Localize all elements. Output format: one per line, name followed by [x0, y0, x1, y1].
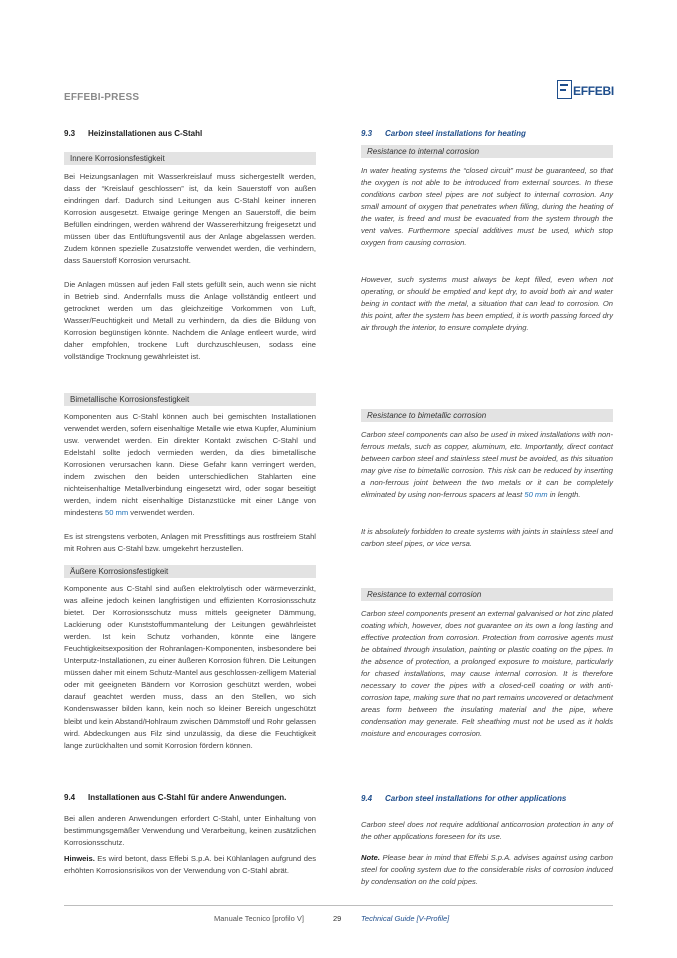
section-heading-9-4: 9.4 Installationen aus C-Stahl für andere Anwendungen. — [64, 793, 287, 802]
paragraph: Carbon steel does not require additional anticorrosion protection in any of the other applications foreseen for its use. — [361, 820, 613, 842]
footer-manual-title: Manuale Tecnico [profilo V] — [214, 914, 304, 923]
logo-text: EFFEBI — [573, 84, 614, 98]
paragraph: Bei allen anderen Anwendungen erfordert C-Stahl, unter Einhaltung von bestimmungsgemäßer Verwendung und Verarbeitung, keinen zusätzlichen Korrosionsschutz. — [64, 814, 316, 848]
paragraph: In water heating systems the “closed circuit” must be guaranteed, so that the oxygen is not able to be introduced from external sources. In these conditions carbon steel pipes are not subject to internal corrosion. Any small amount of oxygen that penetrates when filling, during the heating of the water, is freed and must be evacuated from the system through the vent valves. Furthermore special additives must be used, which stop oxygen from causing corrosion. — [361, 166, 613, 248]
subsection-bimetallic-corrosion: Bimetallische Korrosionsfestigkeit — [64, 393, 316, 406]
subsection-inner-corrosion: Resistance to internal corrosion — [361, 145, 613, 158]
footer-guide-title: Technical Guide [V-Profile] — [361, 914, 450, 923]
section-heading-9-4: 9.4 Carbon steel installations for other applications — [361, 794, 567, 803]
note-label: Note. — [361, 853, 380, 862]
paragraph: Carbon steel components can also be used in mixed installations with non-ferrous metals, such as copper, aluminum, etc. Importantly, direct contact between carbon steel and stainless steel must be avoided, as this situation may give rise to bimetallic corrosion. This risk can be reduced by inserting a non-ferrous joint between the two metals or it can be completely eliminated by using non-ferrous spacers at least 50 mm in length. — [361, 430, 613, 500]
spacer-length-value: 50 mm — [524, 490, 548, 500]
brand-name: EFFEBI-PRESS — [64, 92, 140, 103]
note-paragraph: Note. Please bear in mind that Effebi S.p.A. advises against using carbon steel for cooling system due to the considerable risks of corrosion induced by condensation on the cold pipes. — [361, 853, 613, 887]
spacer-length-value: 50 mm — [104, 508, 129, 518]
footer-divider — [64, 905, 613, 906]
note-paragraph: Hinweis. Es wird betont, dass Effebi S.p.A. bei Kühlanlagen aufgrund des erhöhten Korrosionsrisikos von der Verwendung von C-Stahl abrät. — [64, 854, 316, 876]
subsection-outer-corrosion: Äußere Korrosionsfestigkeit — [64, 565, 316, 578]
subsection-inner-corrosion: Innere Korrosionsfestigkeit — [64, 152, 316, 165]
subsection-bimetallic-corrosion: Resistance to bimetallic corrosion — [361, 409, 613, 422]
effebi-logo — [557, 80, 615, 101]
paragraph: Komponenten aus C-Stahl können auch bei gemischten Installationen verwendet werden, sofern eisenhaltige Metalle wie etwa Kupfer, Aluminium usw. verwendet werden. Ein direkter Kontakt zwischen C-Stahl und Edelstahl sollte jedoch vermieden werden, da dies bimetallische Korrosionen verursachen kann. Diese Gefahr kann verringert werden, indem zwischen den beiden unterschiedlichen Stahlarten eine nichteisenhaltige Metallverbindung eingesetzt wird, oder sogar beseitigt werden, indem nicht eisenhaltige Distanzstücke mit einer Länge von mindestens 50 mm verwendet werden. — [64, 412, 316, 518]
paragraph: Die Anlagen müssen auf jeden Fall stets gefüllt sein, auch wenn sie nicht in Betrieb sind. Andernfalls muss die Anlage vollständig entleert und getrocknet werden um das gleichzeitige Vorkommen von Luft, Wasser/Feuchtigkeit und Metall zu verhindern, da dies die Bildung von Korrosion begünstigen könnte. Nachdem die Anlage entleert wurde, wird daher empfohlen, trockene Luft durchzuschleusen, sodass eine vollständige Trocknung gewährleistet ist. — [64, 280, 316, 362]
note-label: Hinweis. — [64, 854, 95, 863]
paragraph: Bei Heizungsanlagen mit Wasserkreislauf muss sichergestellt werden, dass der “Kreislauf geschlossen” ist, da kein Sauerstoff von außen eindringen darf. Dadurch sind Leitungen aus C-Stahl keiner inneren Korrosion ausgesetzt. Etwaige geringe Mengen an Sauerstoff, die beim Befüllen eindringen, werden während der Wassererhitzung freigesetzt und müssen über das Entlüftungsventil aus der Anlage abgelassen werden. Zudem können spezielle Zusatzstoffe verwendet werden, die verhindern, dass Sauerstoff Korrosion verursacht. — [64, 172, 316, 266]
paragraph: However, such systems must always be kept filled, even when not operating, or should be emptied and kept dry, to avoid both air and water being in contact with the metal, a situation that can lead to corrosion. On this point, after the system has been emptied, it is worth passing forced dry air through the interior, to ensure complete drying. — [361, 275, 613, 333]
paragraph: It is absolutely forbidden to create systems with joints in stainless steel and carbon steel pipes, or vice versa. — [361, 527, 613, 549]
page-number: 29 — [333, 914, 342, 923]
section-heading-9-3: 9.3 Carbon steel installations for heating — [361, 129, 526, 138]
logo-mark-icon — [557, 80, 572, 99]
section-heading-9-3: 9.3 Heizinstallationen aus C-Stahl — [64, 129, 203, 138]
subsection-outer-corrosion: Resistance to external corrosion — [361, 588, 613, 601]
paragraph: Komponente aus C-Stahl sind außen elektrolytisch oder wärmeverzinkt, was alleine jedoch keinen langfristigen und effizienten Korrosionsschutz bietet. Der Korrosionsschutz muss mittels geeigneter Dämmung, Lackierung oder Kunststoffummantelung der Leitungen gewährleistet werden. Ist kein Schutz vorhanden, könnte eine längere Feuchtigkeitsexposition der Rohranlagen-Komponenten, insbesondere bei Unterputz-Installationen, zu einer äußeren Korrosion führen. Die Leitungen müssen daher mit einem Schutz-Mantel aus geschlossen-zelligem Material oder mit geeigneten Bändern vor Korrosion geschützt werden, wobei darauf geachtet werden muss, dass an den Stellen, wo sich Kondenswasser bilden kann, kein noch so kleiner Bereich ungeschützt bleibt und kein Abstand/Hohlraum zwischen Dämmstoff und Rohr gelassen wird. Abdeckungen aus Filz sind unzulässig, da diese die Feuchtigkeit lange zurückhalten und somit Korrosion fördern können. — [64, 584, 316, 750]
paragraph: Es ist strengstens verboten, Anlagen mit Pressfittings aus rostfreiem Stahl mit Rohren aus C-Stahl bzw. umgekehrt herzustellen. — [64, 532, 316, 554]
paragraph: Carbon steel components present an external galvanised or hot zinc plated coating which, however, does not guarantee on its own a long lasting and effective protection from corrosion. Protection from corrosive agents must be obtained through insulation, painting or plastic coating on the pipes. In the absence of protection, a prolonged exposure to moisture, particularly for chased installations, may cause internal corrosion. It is therefore necessary to cover the pipes with a closed-cell coating or with anti-corrosion tape, making sure that no part remains uncovered or detachment areas form between the insulating material and the pipe, where condensation may generate. Felt sheathing must not be used as it holds moisture and encourages corrosion. — [361, 609, 614, 739]
